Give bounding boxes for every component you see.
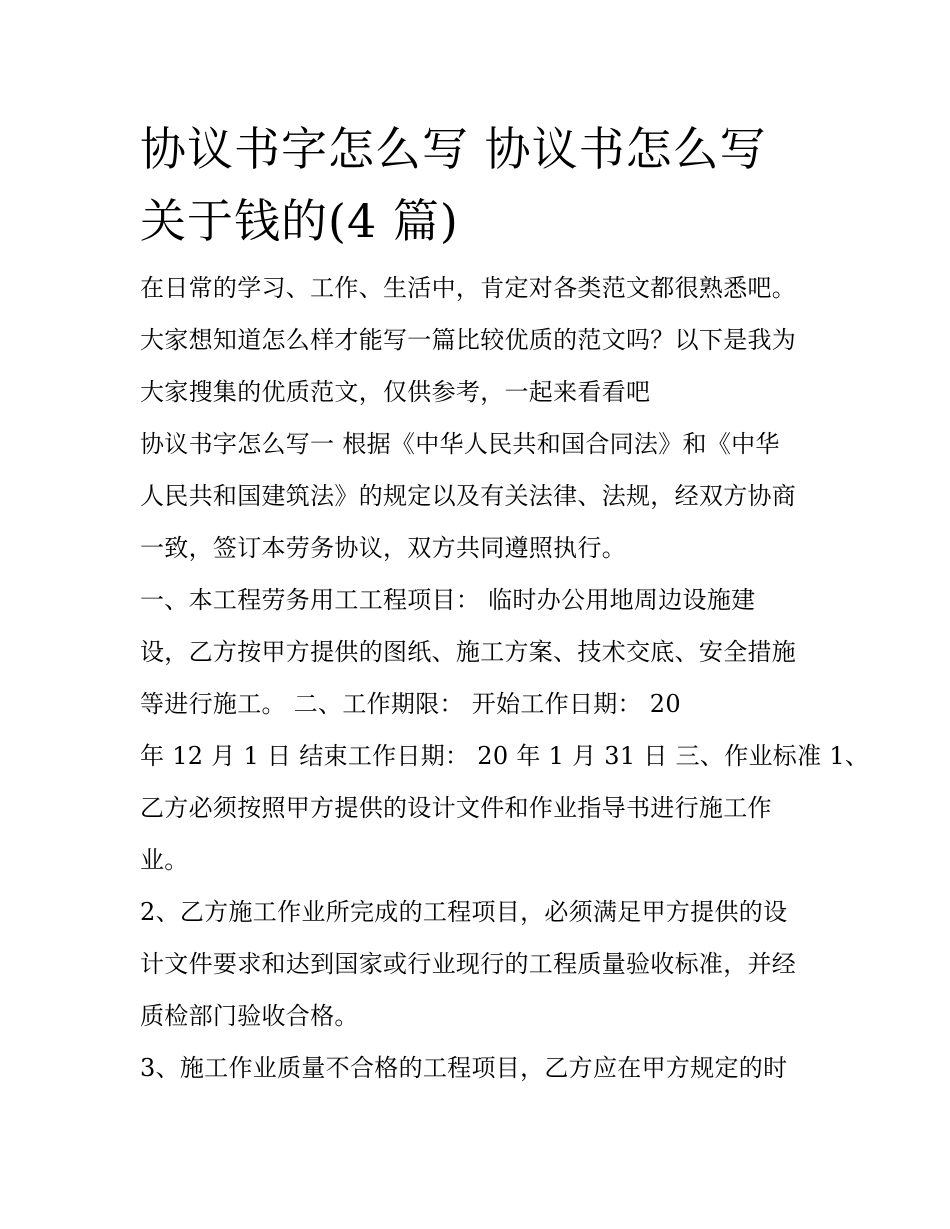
body-line: 在日常的学习、工作、生活中，肯定对各类范文都很熟悉吧。 (140, 274, 797, 302)
body-line: 乙方必须按照甲方提供的设计文件和作业指导书进行施工作 (140, 794, 772, 822)
body-line: 2、乙方施工作业所完成的工程项目，必须满足甲方提供的设 (140, 898, 788, 926)
body-line: 人民共和国建筑法》的规定以及有关法律、法规，经双方协商 (140, 482, 797, 510)
body-line: 大家想知道怎么样才能写一篇比较优质的范文吗？以下是我为 (140, 326, 797, 354)
document-content (140, 113, 870, 1094)
body-line: 大家搜集的优质范文，仅供参考，一起来看看吧 (140, 378, 651, 406)
body-line: 3、施工作业质量不合格的工程项目，乙方应在甲方规定的时 (140, 1054, 788, 1082)
body-line: 业。 (140, 846, 189, 874)
body-line: 计文件要求和达到国家或行业现行的工程质量验收标准，并经 (140, 950, 797, 978)
document-title (140, 113, 820, 257)
body-line: 设，乙方按甲方提供的图纸、施工方案、技术交底、安全措施 (140, 638, 797, 666)
body-line: 年 12 月 1 日 结束工作日期： 20 年 1 月 31 日 三、作业标准 1、 (140, 742, 870, 770)
title-line-1: 协议书字怎么写 协议书怎么写 (140, 122, 767, 176)
body-line: 等进行施工。 二、工作期限： 开始工作日期： 20 (140, 690, 681, 718)
body-line: 协议书字怎么写一 根据《中华人民共和国合同法》和《中华 (140, 430, 780, 458)
body-line: 一致，签订本劳务协议，双方共同遵照执行。 (140, 534, 626, 562)
body-line: 一、本工程劳务用工工程项目： 临时办公用地周边设施建 (140, 586, 756, 614)
title-line-2: 关于钱的(4 篇) (140, 194, 459, 248)
document-body (140, 262, 870, 1094)
body-line: 质检部门验收合格。 (140, 1002, 359, 1030)
